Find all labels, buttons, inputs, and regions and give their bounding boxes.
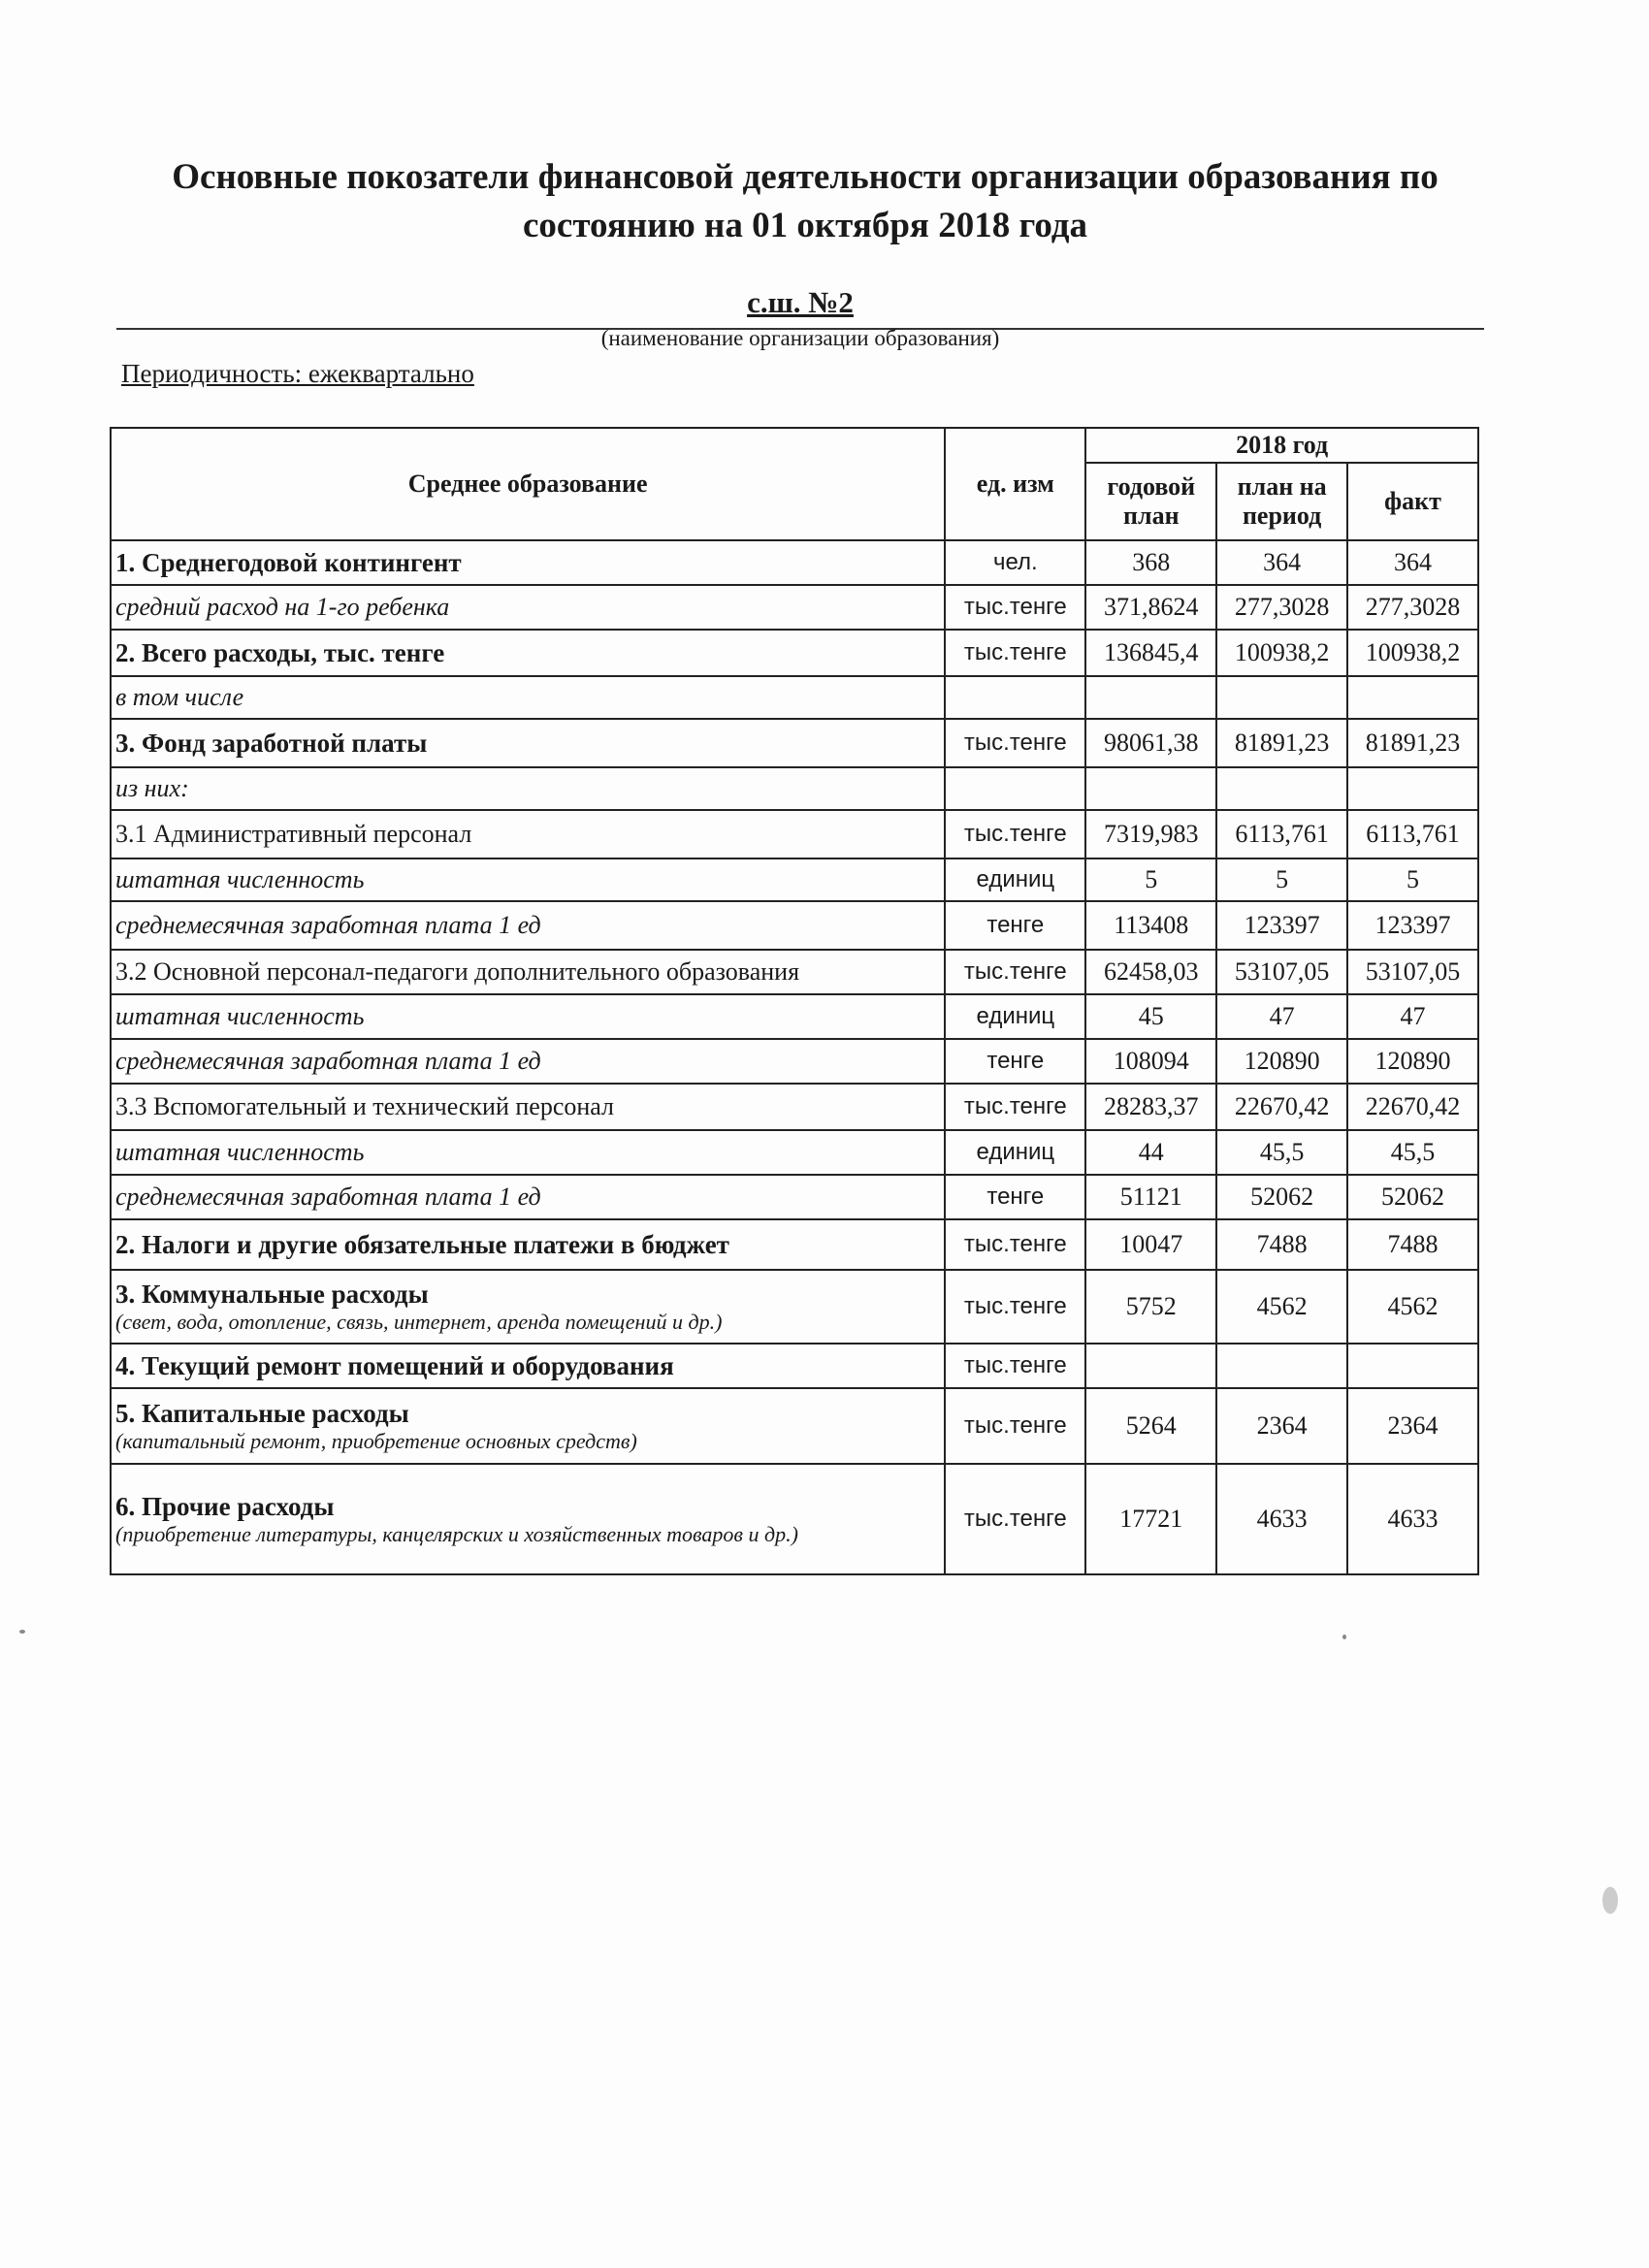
row-label-cell bbox=[111, 859, 945, 901]
title-line-1: Основные покозатели финансовой деятельности организации образования по bbox=[172, 157, 1439, 197]
unit-cell: тыс.тенге bbox=[945, 1084, 1085, 1130]
annual-plan-cell: 10047 bbox=[1085, 1219, 1216, 1270]
row-label-cell bbox=[111, 1084, 945, 1130]
row-label: 3.1 Административный персонал bbox=[115, 820, 472, 848]
row-label-cell bbox=[111, 901, 945, 950]
row-label-cell bbox=[111, 1344, 945, 1388]
fact-cell: 4562 bbox=[1347, 1270, 1478, 1344]
annual-plan-cell: 371,8624 bbox=[1085, 585, 1216, 630]
fact-cell: 22670,42 bbox=[1347, 1084, 1478, 1130]
annual-plan-cell bbox=[1085, 676, 1216, 719]
fact-cell bbox=[1347, 1344, 1478, 1388]
row-label-cell bbox=[111, 676, 945, 719]
period-plan-cell bbox=[1216, 676, 1347, 719]
row-label-cell bbox=[111, 630, 945, 676]
period-plan-cell: 22670,42 bbox=[1216, 1084, 1347, 1130]
unit-cell bbox=[945, 767, 1085, 810]
header-fact: факт bbox=[1347, 463, 1478, 540]
organization-name-text: с.ш. №2 bbox=[747, 285, 854, 319]
period-plan-cell: 5 bbox=[1216, 859, 1347, 901]
periodicity: Периодичность: ежеквартально bbox=[121, 359, 474, 388]
unit-cell: тыс.тенге bbox=[945, 1388, 1085, 1464]
title-line-2: состоянию на 01 октября 2018 года bbox=[523, 206, 1087, 245]
annual-plan-cell bbox=[1085, 1344, 1216, 1388]
fact-cell: 81891,23 bbox=[1347, 719, 1478, 767]
table-row bbox=[111, 1175, 1478, 1219]
header-education: Среднее образование bbox=[111, 428, 945, 540]
row-label: 3. Фонд заработной платы bbox=[115, 728, 428, 758]
row-label: 3.2 Основной персонал-педагоги дополнительного образования bbox=[115, 957, 800, 986]
row-label: среднемесячная заработная плата 1 ед bbox=[115, 1183, 541, 1211]
annual-plan-cell: 108094 bbox=[1085, 1039, 1216, 1084]
table-row bbox=[111, 1270, 1478, 1344]
table-body bbox=[111, 540, 1478, 1574]
table-row bbox=[111, 585, 1478, 630]
period-plan-cell: 52062 bbox=[1216, 1175, 1347, 1219]
unit-cell: тыс.тенге bbox=[945, 950, 1085, 994]
annual-plan-cell: 7319,983 bbox=[1085, 810, 1216, 859]
table-row bbox=[111, 901, 1478, 950]
fact-cell: 53107,05 bbox=[1347, 950, 1478, 994]
row-label-cell bbox=[111, 1388, 945, 1464]
period-plan-cell: 4562 bbox=[1216, 1270, 1347, 1344]
row-label: 6. Прочие расходы bbox=[115, 1491, 335, 1521]
header-unit: ед. изм bbox=[945, 428, 1085, 540]
row-label: 5. Капитальные расходы bbox=[115, 1398, 409, 1428]
table-row bbox=[111, 994, 1478, 1039]
period-plan-cell: 7488 bbox=[1216, 1219, 1347, 1270]
fact-cell: 277,3028 bbox=[1347, 585, 1478, 630]
unit-cell: единиц bbox=[945, 859, 1085, 901]
unit-cell: тыс.тенге bbox=[945, 719, 1085, 767]
row-label-cell bbox=[111, 1130, 945, 1175]
table-row bbox=[111, 1388, 1478, 1464]
unit-cell: единиц bbox=[945, 994, 1085, 1039]
fact-cell: 100938,2 bbox=[1347, 630, 1478, 676]
fact-cell bbox=[1347, 767, 1478, 810]
row-label-cell bbox=[111, 767, 945, 810]
scan-speck bbox=[19, 1630, 25, 1634]
period-plan-cell: 81891,23 bbox=[1216, 719, 1347, 767]
fact-cell: 52062 bbox=[1347, 1175, 1478, 1219]
header-annual-plan: годовой план bbox=[1085, 463, 1216, 540]
row-label: 2. Налоги и другие обязательные платежи в бюджет bbox=[115, 1229, 729, 1259]
annual-plan-cell: 51121 bbox=[1085, 1175, 1216, 1219]
annual-plan-cell: 28283,37 bbox=[1085, 1084, 1216, 1130]
row-label-cell bbox=[111, 994, 945, 1039]
unit-cell: тыс.тенге bbox=[945, 630, 1085, 676]
fact-cell: 364 bbox=[1347, 540, 1478, 585]
period-plan-cell: 4633 bbox=[1216, 1464, 1347, 1574]
annual-plan-cell: 136845,4 bbox=[1085, 630, 1216, 676]
period-plan-cell: 6113,761 bbox=[1216, 810, 1347, 859]
row-note: (приобретение литературы, канцелярских и хозяйственных товаров и др.) bbox=[115, 1521, 798, 1546]
table-row bbox=[111, 630, 1478, 676]
unit-cell: тыс.тенге bbox=[945, 1219, 1085, 1270]
annual-plan-cell: 44 bbox=[1085, 1130, 1216, 1175]
period-plan-cell: 364 bbox=[1216, 540, 1347, 585]
row-label-cell bbox=[111, 810, 945, 859]
table-row bbox=[111, 1219, 1478, 1270]
row-label: среднемесячная заработная плата 1 ед bbox=[115, 1047, 541, 1075]
row-note: (капитальный ремонт, приобретение основных средств) bbox=[115, 1428, 637, 1453]
financial-table bbox=[110, 427, 1479, 1575]
table-row bbox=[111, 1344, 1478, 1388]
table-row bbox=[111, 719, 1478, 767]
row-label: 1. Среднегодовой контингент bbox=[115, 547, 462, 577]
row-label-cell bbox=[111, 1270, 945, 1344]
table-row bbox=[111, 1084, 1478, 1130]
unit-cell: тенге bbox=[945, 1039, 1085, 1084]
annual-plan-cell: 5264 bbox=[1085, 1388, 1216, 1464]
table-row bbox=[111, 1464, 1478, 1574]
unit-cell: тыс.тенге bbox=[945, 585, 1085, 630]
annual-plan-cell: 17721 bbox=[1085, 1464, 1216, 1574]
row-label-cell bbox=[111, 585, 945, 630]
row-label-cell bbox=[111, 719, 945, 767]
annual-plan-cell: 45 bbox=[1085, 994, 1216, 1039]
table-row bbox=[111, 767, 1478, 810]
annual-plan-cell: 5752 bbox=[1085, 1270, 1216, 1344]
unit-cell: тенге bbox=[945, 901, 1085, 950]
table-row bbox=[111, 1039, 1478, 1084]
unit-cell: тыс.тенге bbox=[945, 810, 1085, 859]
table-row bbox=[111, 676, 1478, 719]
row-label: 4. Текущий ремонт помещений и оборудования bbox=[115, 1350, 674, 1380]
period-plan-cell bbox=[1216, 767, 1347, 810]
row-label: штатная численность bbox=[115, 1138, 365, 1166]
fact-cell: 123397 bbox=[1347, 901, 1478, 950]
annual-plan-cell: 368 bbox=[1085, 540, 1216, 585]
fact-cell: 7488 bbox=[1347, 1219, 1478, 1270]
row-note: (свет, вода, отопление, связь, интернет, аренда помещений и др.) bbox=[115, 1309, 723, 1334]
period-plan-cell: 120890 bbox=[1216, 1039, 1347, 1084]
document-title bbox=[116, 153, 1494, 250]
row-label-cell bbox=[111, 1175, 945, 1219]
fact-cell: 45,5 bbox=[1347, 1130, 1478, 1175]
unit-cell: тыс.тенге bbox=[945, 1344, 1085, 1388]
fact-cell bbox=[1347, 676, 1478, 719]
annual-plan-cell: 62458,03 bbox=[1085, 950, 1216, 994]
header-period-plan: план на период bbox=[1216, 463, 1347, 540]
period-plan-cell: 47 bbox=[1216, 994, 1347, 1039]
period-plan-cell: 100938,2 bbox=[1216, 630, 1347, 676]
fact-cell: 120890 bbox=[1347, 1039, 1478, 1084]
row-label: штатная численность bbox=[115, 865, 365, 893]
table-row bbox=[111, 859, 1478, 901]
period-plan-cell: 277,3028 bbox=[1216, 585, 1347, 630]
annual-plan-cell: 5 bbox=[1085, 859, 1216, 901]
unit-cell: чел. bbox=[945, 540, 1085, 585]
period-plan-cell: 45,5 bbox=[1216, 1130, 1347, 1175]
fact-cell: 6113,761 bbox=[1347, 810, 1478, 859]
header-year: 2018 год bbox=[1085, 428, 1478, 463]
annual-plan-cell: 113408 bbox=[1085, 901, 1216, 950]
organization-caption: (наименование организации образования) bbox=[600, 326, 1000, 350]
row-label: 3.3 Вспомогательный и технический персонал bbox=[115, 1092, 615, 1120]
period-plan-cell bbox=[1216, 1344, 1347, 1388]
row-label-cell bbox=[111, 1464, 945, 1574]
row-label: 3. Коммунальные расходы bbox=[115, 1279, 429, 1309]
row-label: средний расход на 1-го ребенка bbox=[115, 593, 450, 621]
unit-cell: тенге bbox=[945, 1175, 1085, 1219]
scan-speck bbox=[1342, 1635, 1346, 1639]
row-label-cell bbox=[111, 1219, 945, 1270]
unit-cell: единиц bbox=[945, 1130, 1085, 1175]
row-label-cell bbox=[111, 950, 945, 994]
table-row bbox=[111, 540, 1478, 585]
row-label: штатная численность bbox=[115, 1002, 365, 1030]
fact-cell: 47 bbox=[1347, 994, 1478, 1039]
row-label: в том числе bbox=[115, 683, 244, 711]
annual-plan-cell bbox=[1085, 767, 1216, 810]
table-row bbox=[111, 810, 1478, 859]
period-plan-cell: 123397 bbox=[1216, 901, 1347, 950]
fact-cell: 4633 bbox=[1347, 1464, 1478, 1574]
table-row bbox=[111, 1130, 1478, 1175]
unit-cell: тыс.тенге bbox=[945, 1270, 1085, 1344]
row-label: из них: bbox=[115, 774, 189, 802]
fact-cell: 2364 bbox=[1347, 1388, 1478, 1464]
annual-plan-cell: 98061,38 bbox=[1085, 719, 1216, 767]
unit-cell: тыс.тенге bbox=[945, 1464, 1085, 1574]
table-row bbox=[111, 950, 1478, 994]
row-label: 2. Всего расходы, тыс. тенге bbox=[115, 637, 445, 667]
row-label-cell bbox=[111, 1039, 945, 1084]
scan-speck bbox=[1602, 1887, 1618, 1914]
unit-cell bbox=[945, 676, 1085, 719]
organization-name bbox=[116, 285, 1484, 320]
row-label: среднемесячная заработная плата 1 ед bbox=[115, 911, 541, 939]
fact-cell: 5 bbox=[1347, 859, 1478, 901]
period-plan-cell: 53107,05 bbox=[1216, 950, 1347, 994]
row-label-cell bbox=[111, 540, 945, 585]
period-plan-cell: 2364 bbox=[1216, 1388, 1347, 1464]
